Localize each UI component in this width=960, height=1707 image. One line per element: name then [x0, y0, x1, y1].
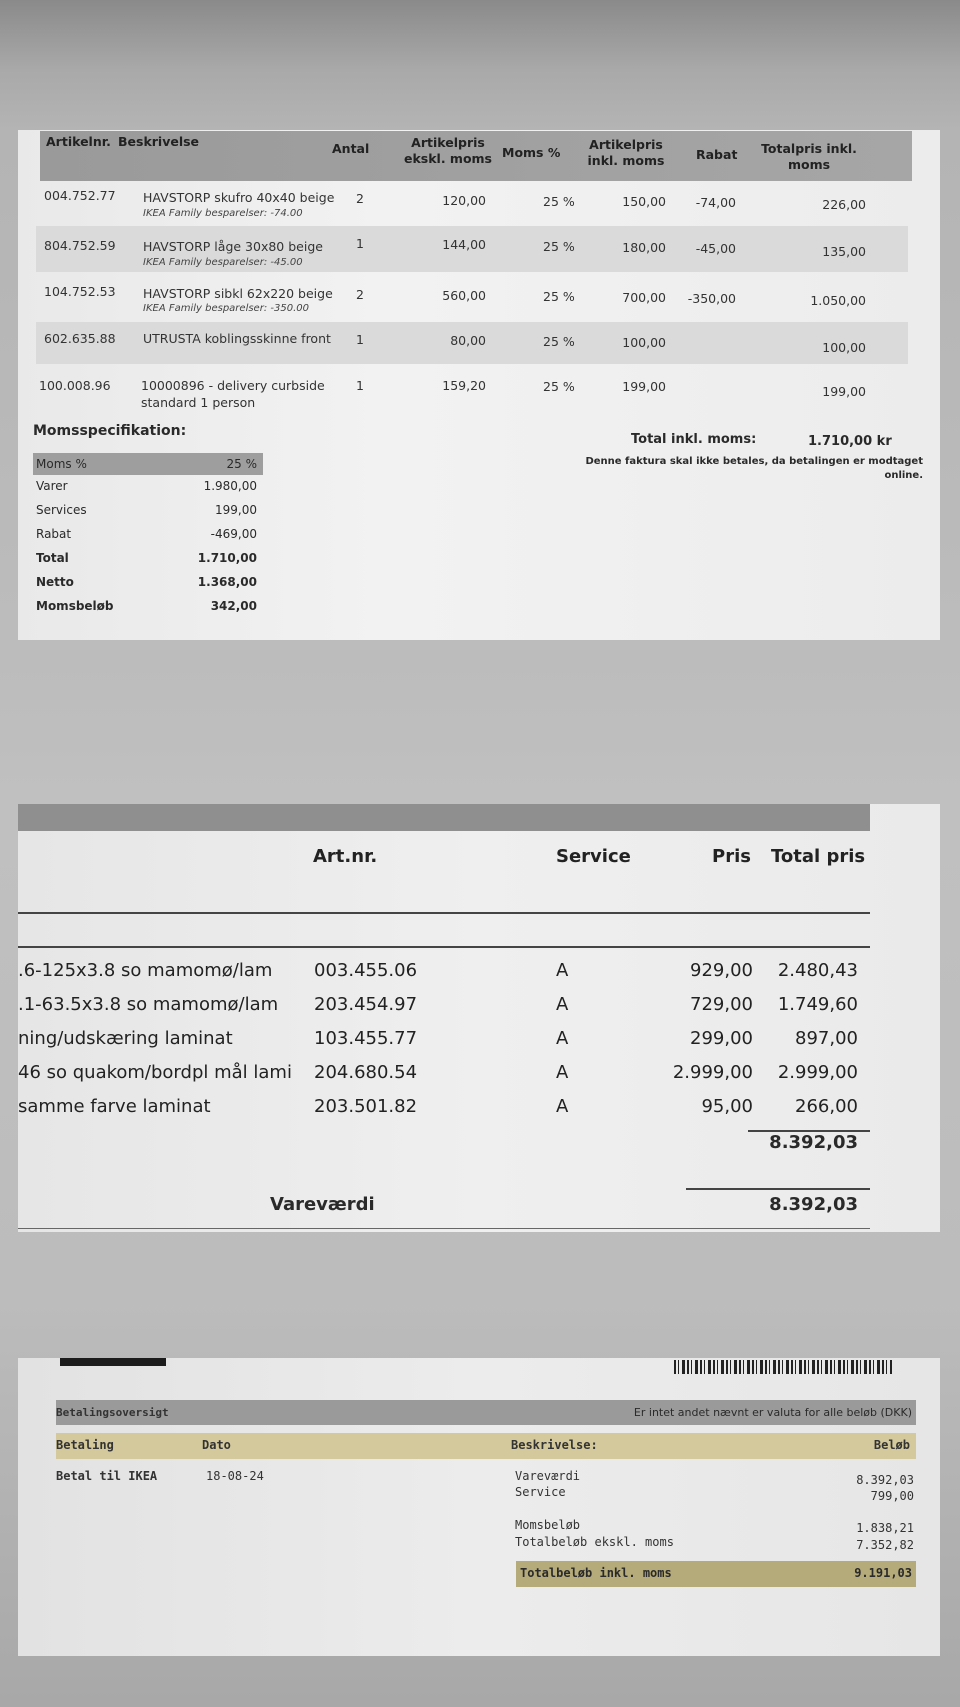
row-discount-note: IKEA Family besparelser: -74.00 — [143, 208, 303, 219]
row-qty: 1 — [356, 332, 364, 347]
row-rabat: -45,00 — [695, 241, 736, 256]
order-total: 897,00 — [795, 1028, 858, 1049]
row-total: 100,00 — [822, 340, 866, 355]
order-desc: .6-125x3.8 so mamomø/lam — [18, 960, 273, 981]
dark-tab — [60, 1358, 166, 1366]
row-price-inc: 150,00 — [622, 194, 666, 209]
row-artnr: 100.008.96 — [39, 378, 111, 393]
order-artnr: 003.455.06 — [314, 960, 418, 981]
moms-spec-label: Moms % — [36, 457, 87, 471]
invoice-row — [36, 226, 908, 272]
order-artnr: 103.455.77 — [314, 1028, 418, 1049]
col-antal: Antal — [332, 141, 370, 156]
invoice-row — [36, 364, 908, 414]
order-col-service: Service — [556, 846, 631, 867]
order-desc: ning/udskæring laminat — [18, 1028, 233, 1049]
order-desc: 46 so quakom/bordpl mål lami — [18, 1062, 292, 1083]
divider — [18, 946, 870, 948]
payment-line-label: Vareværdi — [515, 1469, 581, 1483]
moms-spec-row — [33, 453, 263, 475]
order-price: 2.999,00 — [672, 1062, 753, 1083]
col-artnr: Artikelnr. — [46, 134, 111, 149]
moms-spec-table — [33, 453, 263, 619]
row-artnr: 602.635.88 — [44, 331, 116, 346]
payment-line-value: 1.838,21 — [856, 1521, 914, 1535]
payment-line-value: 8.392,03 — [856, 1473, 914, 1487]
row-artnr: 004.752.77 — [44, 188, 116, 203]
order-header-band — [18, 804, 870, 831]
moms-spec-row — [33, 571, 263, 595]
row-artnr: 104.752.53 — [44, 284, 116, 299]
payment-col-dato: Dato — [202, 1438, 231, 1452]
row-vat: 25 % — [543, 334, 575, 349]
col-moms: Moms % — [502, 145, 561, 160]
payment-header-row — [56, 1433, 916, 1459]
moms-spec-value: 342,00 — [210, 599, 257, 613]
moms-spec-label: Momsbeløb — [36, 599, 114, 613]
order-service: A — [556, 960, 569, 981]
moms-spec-label: Total — [36, 551, 69, 565]
payment-line-label: Momsbeløb — [515, 1518, 581, 1532]
moms-spec-row — [33, 595, 263, 619]
payment-col-beskrivelse: Beskrivelse: — [511, 1438, 598, 1452]
divider — [686, 1188, 870, 1190]
row-desc: HAVSTORP skufro 40x40 beige — [143, 190, 335, 205]
row-rabat: -74,00 — [695, 195, 736, 210]
order-desc: samme farve laminat — [18, 1096, 211, 1117]
row-desc: HAVSTORP låge 30x80 beige — [143, 239, 323, 254]
order-row — [18, 960, 940, 994]
moms-spec-row — [33, 475, 263, 499]
moms-spec-value: -469,00 — [210, 527, 257, 541]
row-total: 226,00 — [822, 197, 866, 212]
moms-spec-row — [33, 547, 263, 571]
moms-spec-label: Services — [36, 503, 87, 517]
payment-total-value: 9.191,03 — [854, 1566, 912, 1580]
row-desc: UTRUSTA koblingsskinne front — [143, 331, 331, 346]
col-price-inc: Artikelpris inkl. moms — [587, 137, 665, 168]
moms-spec-value: 1.710,00 — [197, 551, 257, 565]
payment-note — [553, 455, 923, 483]
row-price-ex: 560,00 — [442, 288, 486, 303]
order-panel — [18, 804, 940, 1232]
moms-spec-label: Netto — [36, 575, 74, 589]
order-service: A — [556, 994, 569, 1015]
row-vat: 25 % — [543, 289, 575, 304]
row-vat: 25 % — [543, 379, 575, 394]
order-price: 95,00 — [701, 1096, 753, 1117]
order-subtotal: 8.392,03 — [769, 1132, 858, 1153]
row-price-ex: 159,20 — [442, 378, 486, 393]
row-discount-note: IKEA Family besparelser: -350.00 — [143, 303, 309, 314]
moms-spec-value: 1.980,00 — [203, 479, 257, 493]
row-total: 199,00 — [822, 384, 866, 399]
moms-spec-row — [33, 523, 263, 547]
row-price-inc: 700,00 — [622, 290, 666, 305]
invoice-panel — [18, 130, 940, 640]
moms-spec-value: 199,00 — [215, 503, 257, 517]
order-col-total: Total pris — [771, 846, 866, 867]
payment-date: 18-08-24 — [206, 1469, 264, 1483]
row-qty: 2 — [356, 287, 364, 302]
invoice-row — [36, 322, 908, 364]
payment-note-line2: online. — [884, 470, 923, 481]
payment-col-belob: Beløb — [873, 1438, 910, 1452]
order-artnr: 204.680.54 — [314, 1062, 418, 1083]
order-row — [18, 1028, 940, 1062]
row-total: 1.050,00 — [810, 293, 866, 308]
col-total: Totalpris inkl. moms — [761, 141, 857, 172]
order-price: 299,00 — [690, 1028, 753, 1049]
order-col-price: Pris — [712, 846, 751, 867]
order-service: A — [556, 1028, 569, 1049]
row-desc-line2: standard 1 person — [141, 395, 256, 410]
order-price: 729,00 — [690, 994, 753, 1015]
row-qty: 2 — [356, 191, 364, 206]
payment-title-band — [56, 1400, 916, 1425]
moms-spec-title: Momsspecifikation: — [33, 423, 187, 439]
payee: Betal til IKEA — [56, 1469, 158, 1483]
row-vat: 25 % — [543, 239, 575, 254]
row-artnr: 804.752.59 — [44, 238, 116, 253]
order-row — [18, 1062, 940, 1096]
row-discount-note: IKEA Family besparelser: -45.00 — [143, 257, 303, 268]
invoice-row — [36, 182, 908, 226]
order-total: 2.999,00 — [777, 1062, 858, 1083]
payment-line-value: 799,00 — [870, 1489, 914, 1503]
invoice-table-header — [40, 131, 912, 181]
order-artnr: 203.454.97 — [314, 994, 418, 1015]
col-price-ex: Artikelpris ekskl. moms — [403, 135, 492, 166]
row-price-inc: 180,00 — [622, 240, 666, 255]
divider — [18, 1228, 870, 1229]
payment-panel — [18, 1358, 940, 1656]
payment-line-label: Totalbeløb ekskl. moms — [515, 1535, 674, 1549]
row-price-ex: 144,00 — [442, 237, 486, 252]
payment-col-betaling: Betaling — [56, 1438, 114, 1452]
currency-note: Er intet andet nævnt er valuta for alle beløb (DKK) — [633, 1406, 912, 1419]
payment-line-value: 7.352,82 — [856, 1538, 914, 1552]
moms-spec-label: Varer — [36, 479, 68, 493]
row-price-ex: 80,00 — [450, 333, 486, 348]
row-price-inc: 199,00 — [622, 379, 666, 394]
order-total: 1.749,60 — [777, 994, 858, 1015]
invoice-total-value: 1.710,00 kr — [808, 434, 892, 449]
barcode-icon — [674, 1360, 892, 1374]
row-vat: 25 % — [543, 194, 575, 209]
col-beskrivelse: Beskrivelse — [118, 134, 200, 149]
moms-spec-label: Rabat — [36, 527, 72, 541]
order-artnr: 203.501.82 — [314, 1096, 418, 1117]
order-price: 929,00 — [690, 960, 753, 981]
order-service: A — [556, 1062, 569, 1083]
payment-total-label: Totalbeløb inkl. moms — [520, 1566, 672, 1580]
row-price-ex: 120,00 — [442, 193, 486, 208]
row-price-inc: 100,00 — [622, 335, 666, 350]
row-qty: 1 — [356, 236, 364, 251]
payment-title: Betalingsoversigt — [56, 1406, 169, 1419]
row-desc: HAVSTORP sibkl 62x220 beige — [143, 286, 333, 301]
row-desc: 10000896 - delivery curbside — [141, 378, 325, 393]
moms-spec-row — [33, 499, 263, 523]
col-rabat: Rabat — [696, 147, 738, 162]
moms-spec-value: 1.368,00 — [197, 575, 257, 589]
order-row — [18, 1096, 940, 1130]
invoice-total-label: Total inkl. moms: — [631, 432, 757, 447]
order-desc: .1-63.5x3.8 so mamomø/lam — [18, 994, 279, 1015]
payment-note-line1: Denne faktura skal ikke betales, da betalingen er modtaget — [585, 456, 923, 467]
order-col-artnr: Art.nr. — [313, 846, 378, 867]
row-total: 135,00 — [822, 244, 866, 259]
order-service: A — [556, 1096, 569, 1117]
moms-spec-value: 25 % — [226, 457, 257, 471]
row-rabat: -350,00 — [687, 291, 736, 306]
vareværdi-label: Vareværdi — [270, 1194, 375, 1215]
vareværdi-value: 8.392,03 — [769, 1194, 858, 1215]
order-total: 2.480,43 — [777, 960, 858, 981]
payment-total-row — [516, 1561, 916, 1587]
invoice-row — [36, 272, 908, 322]
order-row — [18, 994, 940, 1028]
row-qty: 1 — [356, 378, 364, 393]
payment-line-label: Service — [515, 1485, 566, 1499]
divider — [18, 912, 870, 914]
order-total: 266,00 — [795, 1096, 858, 1117]
